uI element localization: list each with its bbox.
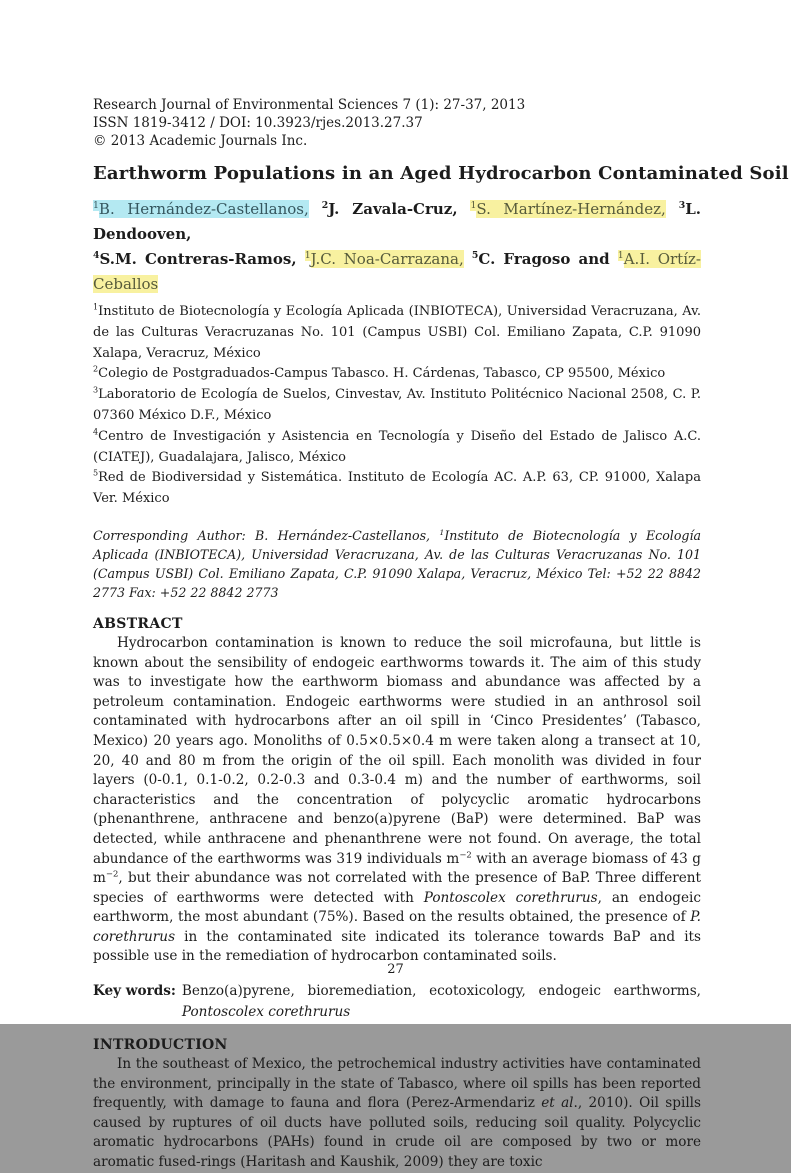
journal-citation-line: Research Journal of Environmental Sciences 7 (1): 27-37, 2013: [93, 97, 526, 113]
author-line-2: $^4$S.M. Contreras-Ramos, $^1$J.C. Noa-Carrazana, $^5$C. Fragoso and $^1$A.I. Ortíz-Ceballos: [93, 250, 701, 293]
abstract-paragraph: Hydrocarbon contamination is known to reduce the soil microfauna, but little is known about the sensibility of endogeic earthworms towards it. The aim of this study was to investigate how the earthworm biomass and abundance was affected by a petroleum contamination. Endogeic earthworms were studied in an anthrosol soil contaminated with hydrocarbons after an oil spill in ‘Cinco Presidentes’ (Tabasco, Mexico) 20 years ago. Monoliths of 0.5×0.5×0.4 m were taken along a transect at 10, 20, 40 and 80 m from the origin of the oil spill. Each monolith was divided in four layers (0-0.1, 0.1-0.2, 0.2-0.3 and 0.3-0.4 m) and the number of earthworms, soil characteristics and the concentration of polycyclic aromatic hydrocarbons (phenanthrene, anthracene and benzo(a)pyrene (BaP) were determined. BaP was detected, while anthracene and phenanthrene were not found. On average, the total abundance of the earthworms was 319 individuals $m^{-2}$ with an average biomass of 43 g $m^{-2}$, but their abundance was not correlated with the presence of BaP. Three different species of earthworms were detected with Pontoscolex corethrurus, an endogeic earthworm, the most abundant (75%). Based on the results obtained, the presence of P. corethrurus in the contaminated site indicated its tolerance towards BaP and its possible use in the remediation of hydrocarbon contaminated soils.: [93, 634, 701, 965]
affiliation-4: $^4$Centro de Investigación y Asistencia en Tecnología y Diseño del Estado de Jalisco A.C. (CIATEJ), Guadalajara, Jalisco, México: [93, 427, 701, 465]
affiliation-list: [93, 302, 701, 510]
corresponding-author-note: Corresponding Author: B. Hernández-Castellanos, $^1$Instituto de Biotecnología y Ecología Aplicada (INBIOTECA), Universidad Veracruzana, Av. de las Culturas Veracruzanas No. 101 (Campus USBI) Col. Emiliano Zapata, C.P. 91090 Xalapa, Veracruz, México Tel: +52 22 8842 2773 Fax: +52 22 8842 2773: [93, 527, 701, 600]
keywords-label: Key words:: [93, 983, 176, 1000]
abstract-heading: ABSTRACT: [93, 615, 183, 632]
keywords-line-1: Benzo(a)pyrene, bioremediation, ecotoxicology, endogeic earthworms,: [181, 983, 701, 1000]
abstract-section: [93, 616, 701, 967]
journal-header: [93, 96, 701, 150]
author-line-1: $^1$B. Hernández-Castellanos, $^2$J. Zavala-Cruz, $^1$S. Martínez-Hernández, $^3$L. Dendooven,: [93, 200, 701, 243]
keywords-line-2: Pontoscolex corethrurus: [181, 1004, 351, 1021]
page-number: 27: [387, 962, 404, 977]
journal-copyright-line: © 2013 Academic Journals Inc.: [93, 133, 308, 149]
author-list: [93, 197, 701, 297]
introduction-paragraph: In the southeast of Mexico, the petrochemical industry activities have contaminated the environment, principally in the state of Tabasco, where oil spills has been reported frequently, with damage to fauna and flora (Perez-Armendariz et al., 2010). Oil spills caused by ruptures of oil ducts have polluted soils, reducing soil quality. Polycyclic aromatic hydrocarbons (PAHs) found in crude oil are composed by two or more aromatic fused-rings (Haritash and Kaushik, 2009) they are toxic: [93, 1056, 701, 1171]
keywords-list: [182, 981, 701, 1023]
affiliation-2: $^2$Colegio de Postgraduados-Campus Tabasco. H. Cárdenas, Tabasco, CP 95500, México: [93, 365, 666, 382]
introduction-heading: INTRODUCTION: [93, 1037, 228, 1054]
journal-issn-doi-line: ISSN 1819-3412 / DOI: 10.3923/rjes.2013.27.37: [93, 115, 423, 131]
paper-title: Earthworm Populations in an Aged Hydrocarbon Contaminated Soil: [93, 163, 789, 184]
affiliation-3: $^3$Laboratorio de Ecología de Suelos, Cinvestav, Av. Instituto Politécnico Nacional 2508, C. P. 07360 México D.F., México: [93, 385, 701, 423]
introduction-section: [93, 1037, 701, 1173]
affiliation-1: $^1$Instituto de Biotecnología y Ecología Aplicada (INBIOTECA), Universidad Veracruzana, Av. de las Culturas Veracruzanas No. 101 (Campus USBI) Col. Emiliano Zapata, C.P. 91090 Xalapa, Veracruz, México: [93, 302, 701, 361]
keywords-block: [93, 981, 701, 1023]
affiliation-5: $^5$Red de Biodiversidad y Sistemática. Instituto de Ecología AC. A.P. 63, CP. 91000, Xalapa Ver. México: [93, 469, 701, 507]
